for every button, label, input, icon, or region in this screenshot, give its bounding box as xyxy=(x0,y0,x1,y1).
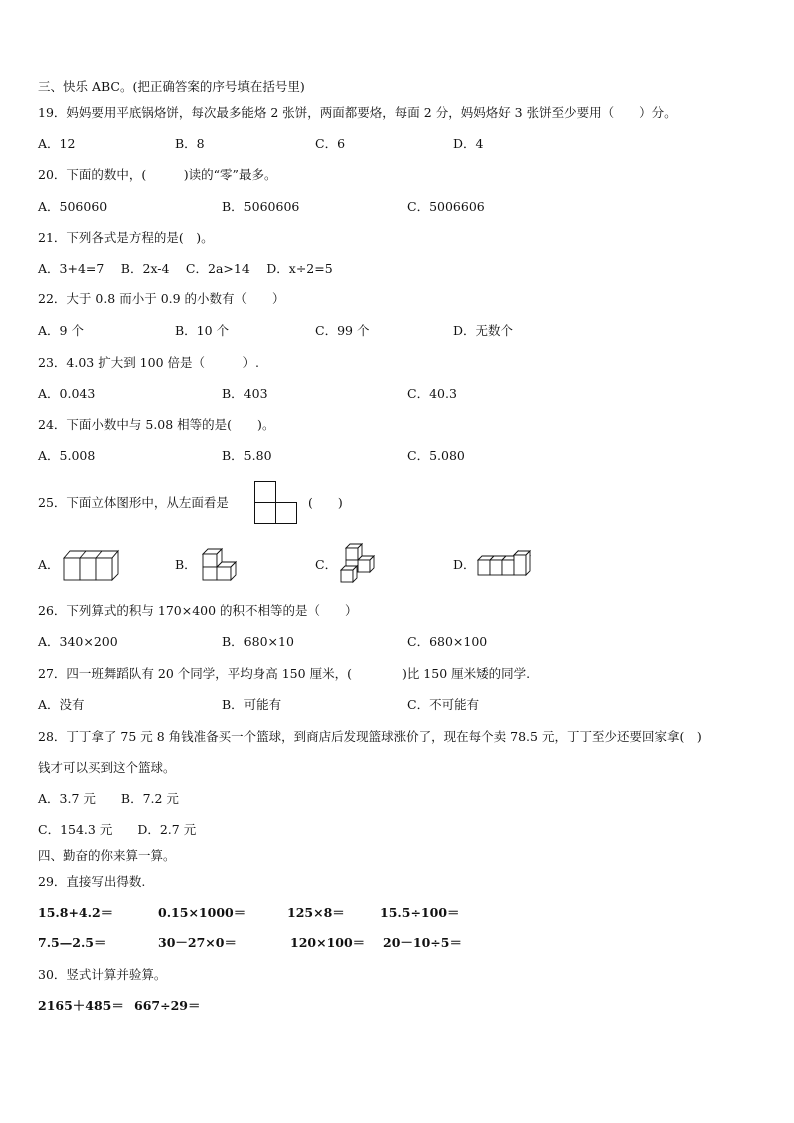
q24-option-a: A．5.008 xyxy=(38,448,96,463)
q28-stem-line2: 钱才可以买到这个篮球。 xyxy=(38,760,176,775)
q24-stem: 24．下面小数中与 5.08 相等的是( )。 xyxy=(38,417,275,432)
q25-option-b: B． xyxy=(175,557,197,572)
cube-figure-a xyxy=(62,546,122,582)
q20-option-c: C．5006606 xyxy=(407,199,485,214)
q29-expr-1: 15.8+4.2＝ xyxy=(38,905,114,920)
q22-option-a: A．9 个 xyxy=(38,323,84,338)
q28-stem-line1: 28．丁丁拿了 75 元 8 角钱准备买一个篮球，到商店后发现篮球涨价了，现在每个卖 78.5 元，丁丁至少还要回家拿( ) xyxy=(38,729,702,744)
q23-option-b: B．403 xyxy=(222,386,268,401)
q20-option-a: A．506060 xyxy=(38,199,108,214)
q26-option-a: A．340×200 xyxy=(38,634,118,649)
q26-option-c: C．680×100 xyxy=(407,634,488,649)
q23-option-c: C．40.3 xyxy=(407,386,457,401)
q20-stem: 20．下面的数中，( )读的“零”最多。 xyxy=(38,167,277,182)
q21-stem: 21．下列各式是方程的是( )。 xyxy=(38,230,214,245)
q24-option-c: C．5.080 xyxy=(407,448,465,463)
q30-stem: 30．竖式计算并验算。 xyxy=(38,967,167,982)
q19-option-a: A．12 xyxy=(38,136,76,151)
q19-option-b: B．8 xyxy=(175,136,205,151)
section4-title: 四、勤奋的你来算一算。 xyxy=(38,848,176,863)
q29-expr-3: 125×8＝ xyxy=(287,905,345,920)
q26-stem: 26．下列算式的积与 170×400 的积不相等的是（ ） xyxy=(38,603,358,618)
q19-option-d: D．4 xyxy=(453,136,484,151)
q29-expr-5: 7.5—2.5＝ xyxy=(38,935,107,950)
cube-figure-c xyxy=(338,542,380,584)
q27-option-b: B．可能有 xyxy=(222,697,282,712)
q29-expr-2: 0.15×1000＝ xyxy=(158,905,247,920)
cube-figure-d xyxy=(476,548,536,580)
q22-option-d: D．无数个 xyxy=(453,323,514,338)
q20-option-b: B．5060606 xyxy=(222,199,300,214)
q27-option-c: C．不可能有 xyxy=(407,697,480,712)
q26-option-b: B．680×10 xyxy=(222,634,294,649)
q27-stem: 27．四一班舞蹈队有 20 个同学，平均身高 150 厘米，( )比 150 厘米矮的同学. xyxy=(38,666,531,681)
q29-expr-8: 20－10÷5＝ xyxy=(383,935,462,950)
q22-option-b: B．10 个 xyxy=(175,323,230,338)
section3-title: 三、快乐 ABC。(把正确答案的序号填在括号里) xyxy=(38,79,305,94)
q27-option-a: A．没有 xyxy=(38,697,85,712)
left-view-figure xyxy=(254,481,299,524)
q25-stem: 25．下面立体图形中，从左面看是 xyxy=(38,495,229,510)
q23-option-a: A．0.043 xyxy=(38,386,96,401)
q22-option-c: C．99 个 xyxy=(315,323,370,338)
q25-option-a: A． xyxy=(38,557,60,572)
cube-figure-b xyxy=(200,546,245,582)
q19-stem: 19．妈妈要用平底锅烙饼，每次最多能烙 2 张饼，两面都要烙，每面 2 分，妈妈烙好 3 张饼至少要用（ ）分。 xyxy=(38,105,677,120)
q30-expr-1: 2165＋485＝ xyxy=(38,998,124,1013)
q22-stem: 22．大于 0.8 而小于 0.9 的小数有（ ） xyxy=(38,291,285,306)
q25-blank: ( ) xyxy=(308,495,343,510)
q24-option-b: B．5.80 xyxy=(222,448,272,463)
q23-stem: 23．4.03 扩大到 100 倍是（ ）. xyxy=(38,355,259,370)
q19-option-c: C．6 xyxy=(315,136,346,151)
q25-option-c: C． xyxy=(315,557,338,572)
q29-stem: 29．直接写出得数. xyxy=(38,874,146,889)
q21-options: A．3+4=7 B．2x-4 C．2a>14 D．x÷2=5 xyxy=(38,261,333,276)
q29-expr-7: 120×100＝ xyxy=(290,935,366,950)
q25-option-d: D． xyxy=(453,557,476,572)
q28-options-row2: C．154.3 元 D．2.7 元 xyxy=(38,822,197,837)
q29-expr-4: 15.5÷100＝ xyxy=(380,905,460,920)
q29-expr-6: 30－27×0＝ xyxy=(158,935,237,950)
q28-options-row1: A．3.7 元 B．7.2 元 xyxy=(38,791,179,806)
q30-expr-2: 667÷29＝ xyxy=(134,998,201,1013)
